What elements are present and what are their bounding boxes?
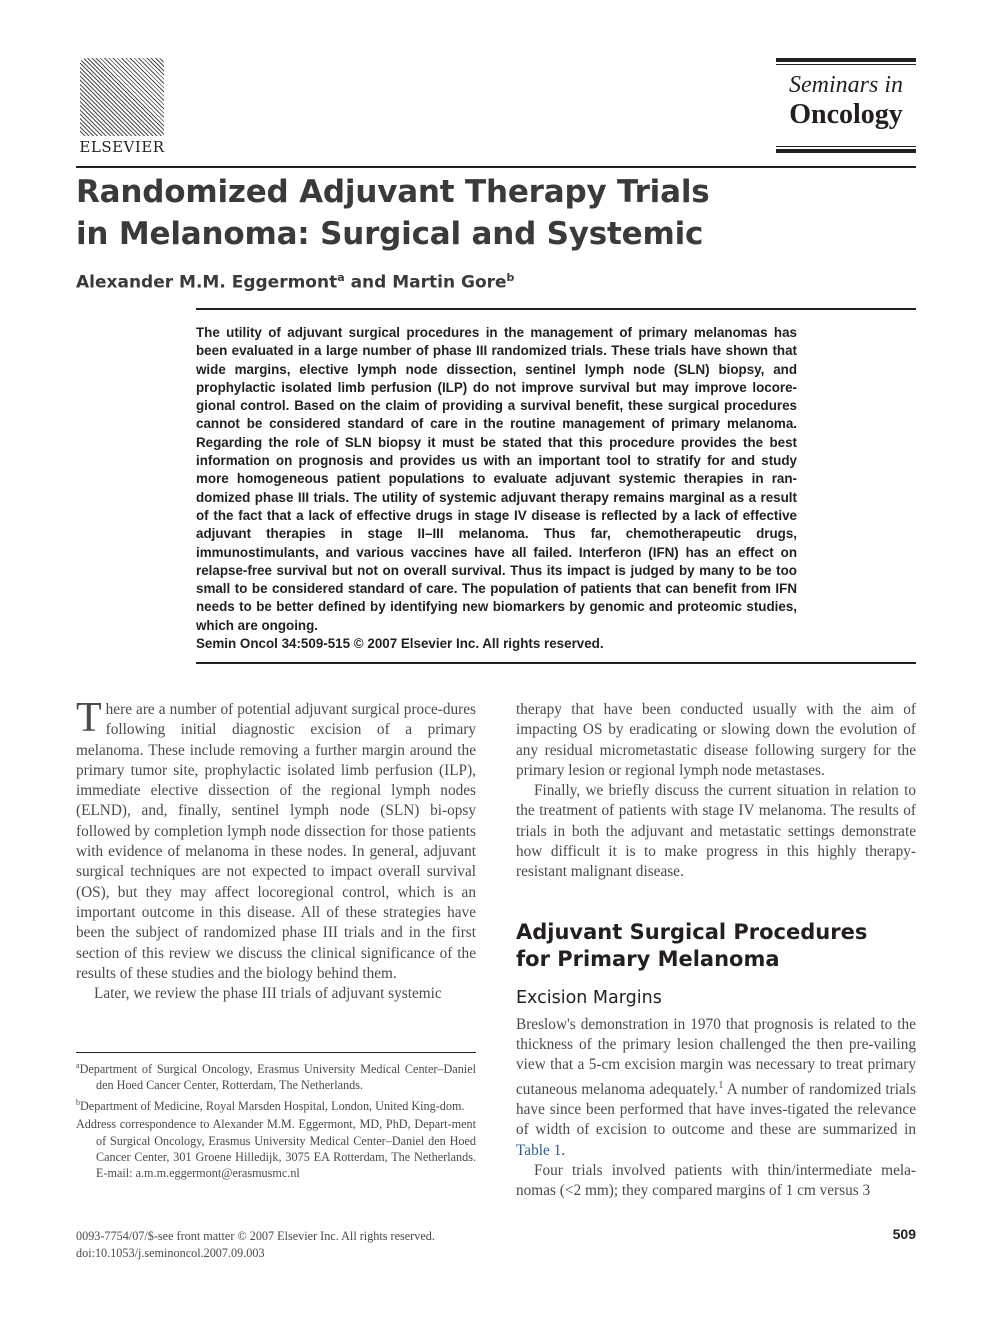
publisher-name: ELSEVIER (79, 138, 165, 156)
doi-line[interactable]: doi:10.1053/j.seminoncol.2007.09.003 (76, 1246, 265, 1260)
footnote-mark: b (76, 1098, 80, 1108)
masthead-rule-top-thin (776, 64, 916, 65)
article-title (76, 171, 876, 255)
section-heading (516, 919, 916, 973)
section-heading-line2: for Primary Melanoma (516, 946, 780, 971)
body-paragraph: therapy that have been conducted usually with the aim of impacting OS by eradicating or slowing down the evolution of any residual micrometastatic disease following surgery for the primary lesion or regional lymph node metastases. (516, 701, 916, 779)
body-paragraph: Four trials involved patients with thin/intermediate mela-nomas (<2 mm); they compared margins of 1 cm versus 3 (516, 1161, 916, 1200)
footnote-b (76, 1095, 476, 1114)
table-link[interactable]: Table 1 (516, 1141, 562, 1159)
body-paragraph: Later, we review the phase III trials of adjuvant systemic (94, 985, 442, 1003)
footnote-mark: a (76, 1061, 80, 1070)
elsevier-tree-icon (80, 58, 164, 136)
title-rule (76, 166, 916, 168)
article-title-line1: Randomized Adjuvant Therapy Trials (76, 174, 710, 210)
body-paragraph (516, 1015, 916, 1161)
correspondence-note: Address correspondence to Alexander M.M. Eggermont, MD, PhD, Depart-ment of Surgical Oncology, Erasmus University Medical Center–Daniel den Hoed Cancer Center, 301 Groene Hilledijk, 3075 EA Rotterdam, The Netherlands. E-mail: a.m.m.eggermont@erasmusmc.nl (76, 1117, 476, 1180)
body-paragraph (76, 695, 476, 984)
masthead-rule-bottom-thin (776, 146, 916, 147)
section-heading-line1: Adjuvant Surgical Procedures (516, 919, 868, 944)
paragraph-text: Breslow's demonstration in 1970 that prognosis is related to the thickness of the primary lesion challenged the then pre-vailing view that a 5-cm excision margin was necessary to treat primary cutaneous melanoma adequately. (516, 1015, 916, 1098)
author-separator: and (344, 272, 393, 293)
journal-masthead (776, 70, 916, 132)
affiliation-mark: b (506, 271, 515, 284)
copyright-block (76, 1228, 496, 1262)
drop-cap: T (76, 695, 102, 741)
journal-title: Oncology (789, 99, 903, 130)
elsevier-logo (76, 58, 168, 156)
paragraph-text: here are a number of potential adjuvant surgical proce-dures following initial diagnostic excision of a primary melanoma. These include removing a further margin around the primary tumor site, prophylactic isolated limb perfusion (ILP), immediate elective dissection of the regional lymph nodes (ELND), and, finally, sentinel lymph node (SLN) bi-opsy followed by completion lymph node dissection for those patients with evidence of melanoma in these nodes. In general, adjuvant surgical techniques are not expected to impact overall survival (OS), but they may affect locoregional control, which is an important outcome in this disease. All of these strategies have been the subject of randomized phase III trials and in the first section of this review we discuss the clinical significance of the results of these studies and the biology behind them. (76, 701, 476, 982)
body-column-right (516, 700, 916, 1201)
abstract-rule-bottom (196, 662, 916, 664)
page-number: 509 (892, 1226, 916, 1242)
author-name: Martin Gore (392, 272, 507, 293)
abstract (196, 324, 797, 653)
affiliation-mark: a (337, 271, 345, 284)
author-list (76, 266, 876, 295)
abstract-text: The utility of adjuvant surgical procedures in the management of primary melanomas has been evaluated in a large number of phase III randomized trials. These trials have shown that wide margins, elective lymph node dissection, sentinel lymph node (SLN) biopsy, and prophylactic isolated limb perfusion (ILP) do not improve survival but may improve locore-gional control. Based on the claim of providing a survival benefit, these surgical procedures cannot be considered standard of care in the routine management of primary melanoma. Regarding the role of SLN biopsy it must be stated that this procedure provides the best information on prognosis and provides us with an important tool to stratify for and study more homogeneous patient populations to evaluate adjuvant systemic therapies in ran-domized phase III trials. The utility of systemic adjuvant therapy remains marginal as a result of the fact that a lack of effective drugs in stage IV disease is reflected by a lack of effective adjuvant therapies in stage II–III melanoma. Thus far, chemotherapeutic drugs, immunostimulants, and various vaccines have all failed. Interferon (IFN) has an effect on relapse-free survival but not on overall survival. Thus its impact is judged by many to be too small to be considered standard of care. The population of patients that can benefit from IFN needs to be better defined by identifying new biomarkers by genomic and proteomic studies, which are ongoing. (196, 325, 797, 633)
masthead-rule-top (776, 58, 916, 62)
body-column-left (76, 695, 476, 1004)
article-title-line2: in Melanoma: Surgical and Systemic (76, 216, 704, 252)
paragraph-text: . (561, 1141, 566, 1159)
reference-link[interactable]: 1 (718, 1079, 724, 1091)
abstract-citation: Semin Oncol 34:509-515 © 2007 Elsevier Inc. All rights reserved. (196, 636, 604, 652)
author-name: Alexander M.M. Eggermont (76, 272, 338, 293)
subsection-heading: Excision Margins (516, 987, 662, 1008)
body-paragraph: Finally, we briefly discuss the current situation in relation to the treatment of patients with stage IV melanoma. The results of trials in both the adjuvant and metastatic settings demonstrate how difficult it is to make progress in this highly therapy-resistant malignant disease. (516, 782, 916, 881)
footnote-text: Department of Medicine, Royal Marsden Hospital, London, United King-dom. (80, 1099, 465, 1114)
issn-line: 0093-7754/07/$-see front matter © 2007 Elsevier Inc. All rights reserved. (76, 1229, 435, 1243)
footnotes (76, 1058, 476, 1183)
paragraph-text: A number of randomized trials have since been performed that have inves-tigated the relevance of width of excision to outcome and these are summarized in (516, 1080, 917, 1139)
abstract-rule-top (196, 308, 916, 310)
footnote-a (76, 1058, 476, 1093)
journal-series: Seminars in (789, 72, 903, 98)
footnote-text: Department of Surgical Oncology, Erasmus University Medical Center–Daniel den Hoed Cancer Center, Rotterdam, The Netherlands. (79, 1062, 476, 1093)
masthead-rule-bottom (776, 149, 916, 153)
footnote-rule (76, 1052, 476, 1053)
